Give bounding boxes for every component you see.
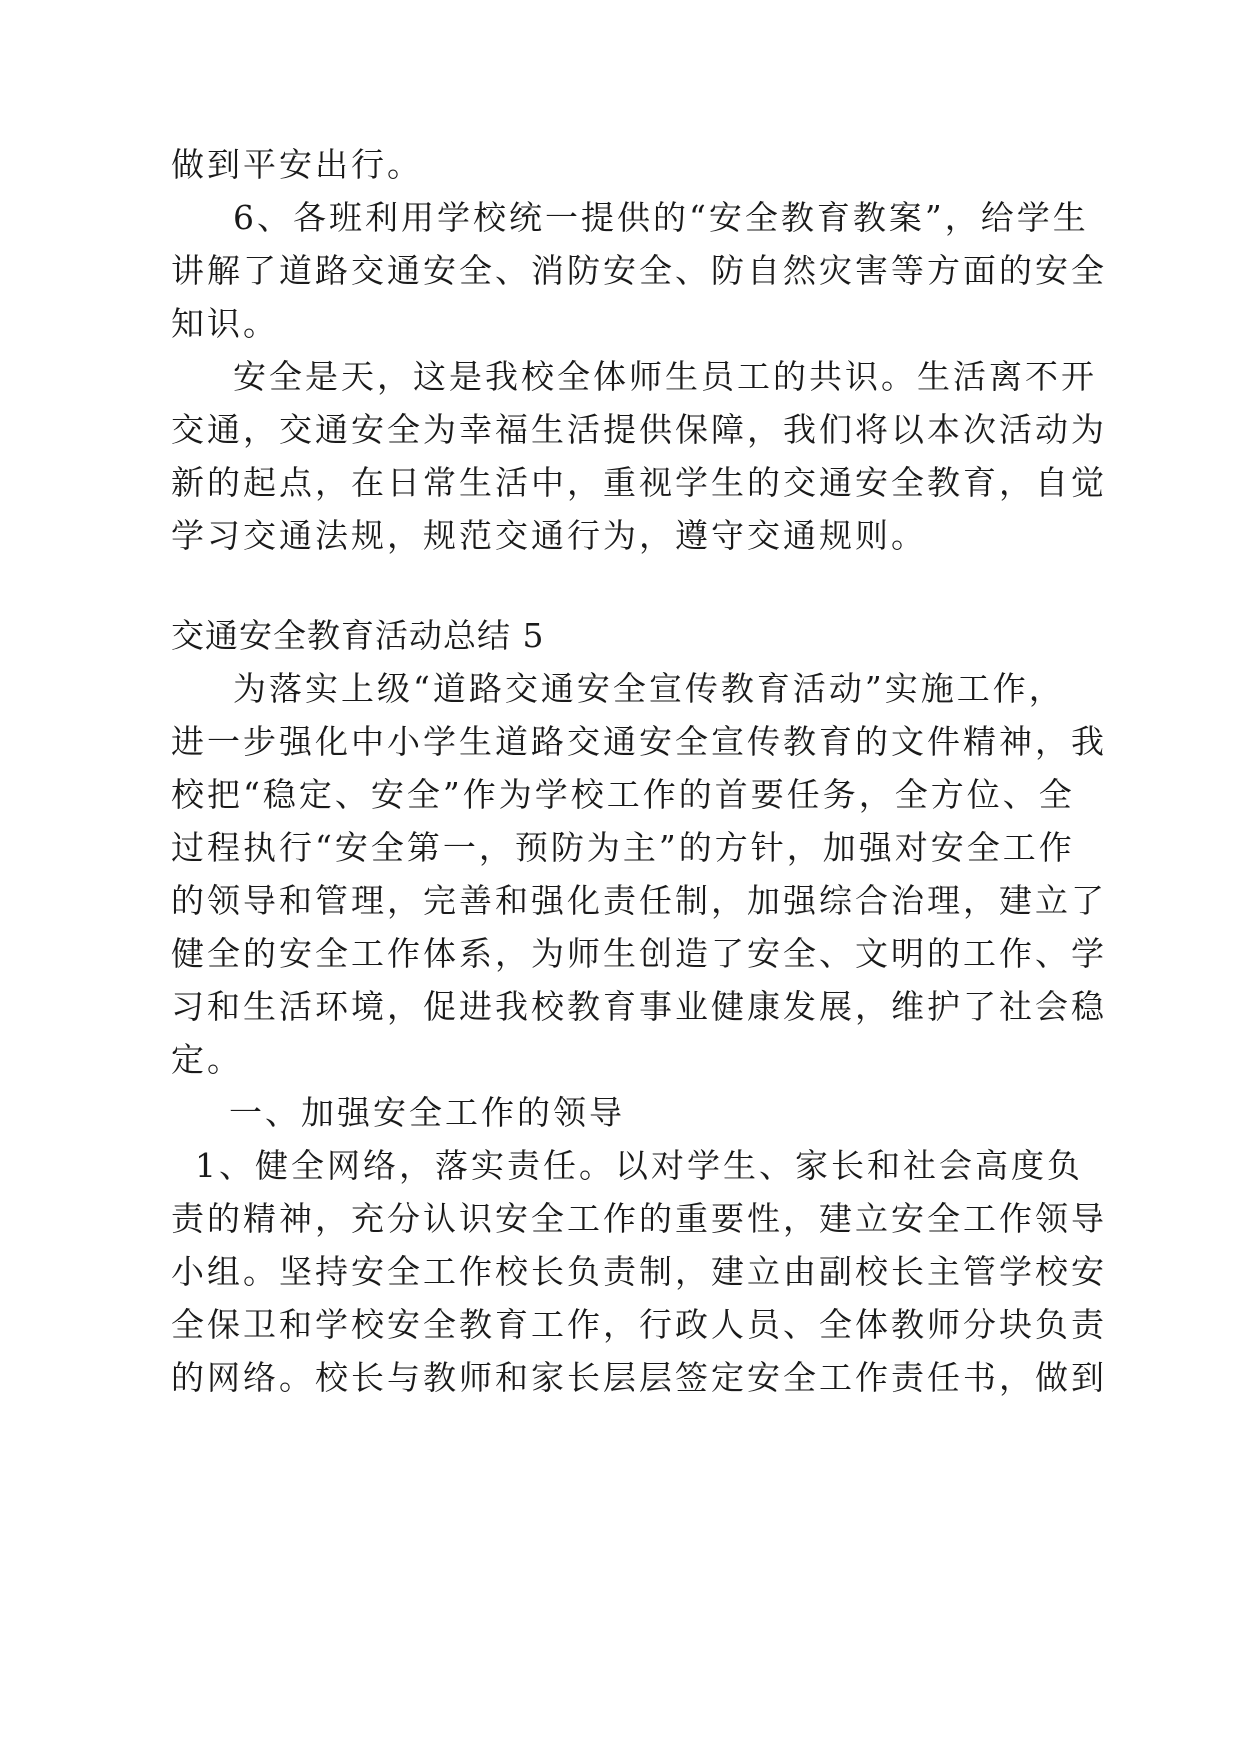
text-line: 过程执行“安全第一，预防为主”的方针，加强对安全工作 (171, 828, 1075, 867)
text-line: 校把“稳定、安全”作为学校工作的首要任务，全方位、全 (171, 775, 1075, 814)
section-heading: 交通安全教育活动总结 5 (171, 616, 545, 655)
text-line: 进一步强化中小学生道路交通安全宣传教育的文件精神，我 (171, 722, 1107, 761)
text-line: 为落实上级“道路交通安全宣传教育活动”实施工作， (233, 669, 1065, 708)
text-line: 习和生活环境，促进我校教育事业健康发展，维护了社会稳 (171, 987, 1107, 1026)
text-line: 做到平安出行。 (171, 145, 423, 184)
text-line: 责的精神，充分认识安全工作的重要性，建立安全工作领导 (171, 1199, 1107, 1238)
text-line: 定。 (171, 1040, 243, 1079)
text-line: 学习交通法规，规范交通行为，遵守交通规则。 (171, 516, 927, 555)
text-line: 全保卫和学校安全教育工作，行政人员、全体教师分块负责 (171, 1305, 1107, 1344)
text-line: 健全的安全工作体系，为师生创造了安全、文明的工作、学 (171, 934, 1107, 973)
text-line: 的网络。校长与教师和家长层层签定安全工作责任书，做到 (171, 1358, 1107, 1397)
text-line: 交通，交通安全为幸福生活提供保障，我们将以本次活动为 (171, 410, 1107, 449)
text-line: 6、各班利用学校统一提供的“安全教育教案”，给学生 (233, 198, 1089, 237)
text-line: 安全是天，这是我校全体师生员工的共识。生活离不开 (233, 357, 1097, 396)
subsection-heading: 一、加强安全工作的领导 (229, 1093, 625, 1132)
text-line: 的领导和管理，完善和强化责任制，加强综合治理，建立了 (171, 881, 1107, 920)
text-line: 讲解了道路交通安全、消防安全、防自然灾害等方面的安全 (171, 251, 1107, 290)
text-line: 知识。 (171, 304, 279, 343)
text-line: 1、健全网络，落实责任。以对学生、家长和社会高度负 (195, 1146, 1083, 1185)
text-line: 新的起点，在日常生活中，重视学生的交通安全教育，自觉 (171, 463, 1107, 502)
text-line: 小组。坚持安全工作校长负责制，建立由副校长主管学校安 (171, 1252, 1107, 1291)
